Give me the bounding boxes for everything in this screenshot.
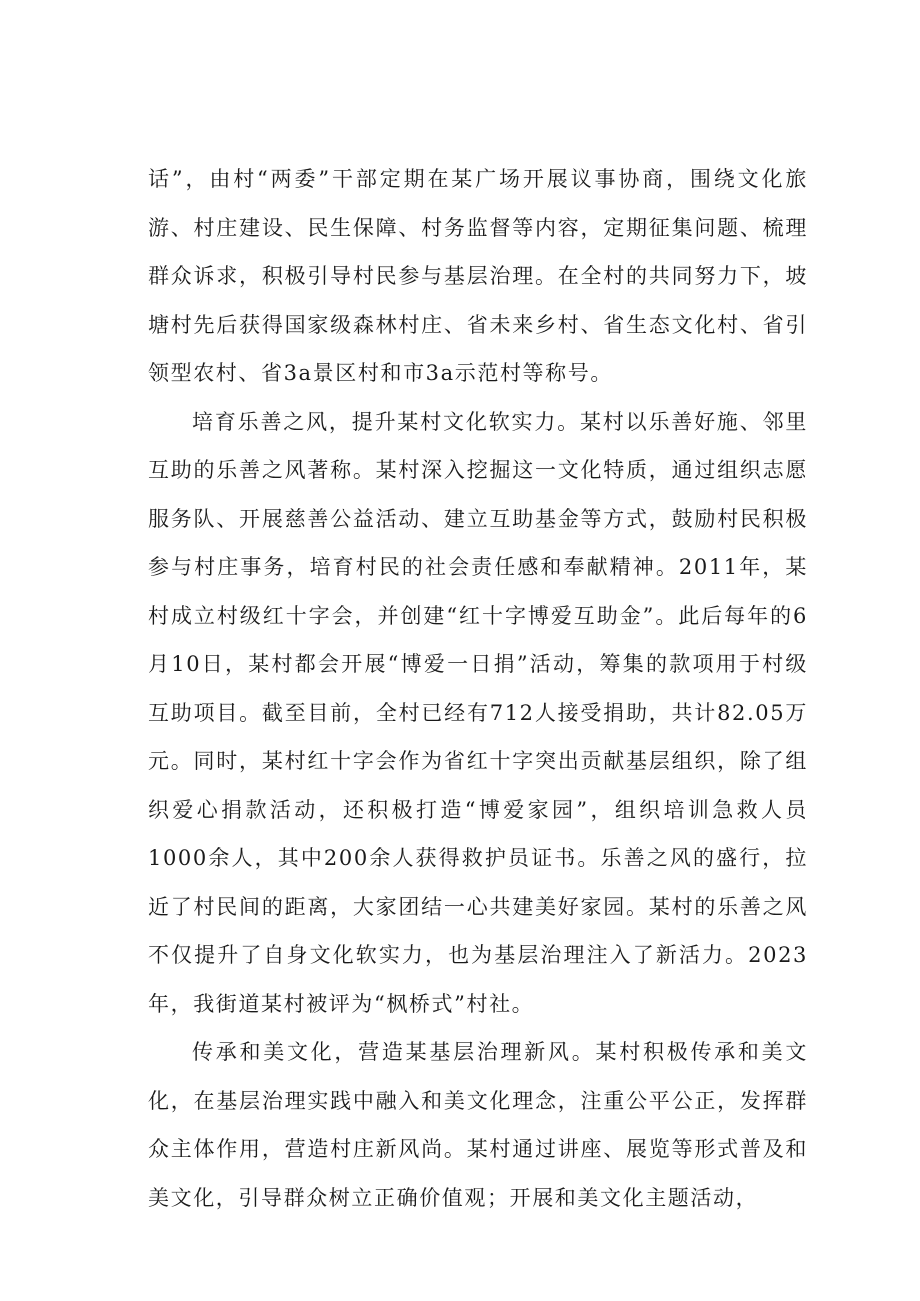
paragraph-charity-culture: 培育乐善之风，提升某村文化软实力。某村以乐善好施、邻里互助的乐善之风著称。某村深入挖掘这一文化特质，通过组织志愿服务队、开展慈善公益活动、建立互助基金等方式，鼓励村民积极参与村庄事务，培育村民的社会责任感和奉献精神。2011年，某村成立村级红十字会，并创建“红十字博爱互助金”。此后每年的6月10日，某村都会开展“博爱一日捐”活动，筹集的款项用于村级互助项目。截至目前，全村已经有712人接受捐助，共计82.05万元。同时，某村红十字会作为省红十字突出贡献基层组织，除了组织爱心捐款活动，还积极打造“博爱家园”，组织培训急救人员1000余人，其中200余人获得救护员证书。乐善之风的盛行，拉近了村民间的距离，大家团结一心共建美好家园。某村的乐善之风不仅提升了自身文化软实力，也为基层治理注入了新活力。2023年，我街道某村被评为“枫桥式”村社。 xyxy=(148,409,808,1016)
document-body xyxy=(148,155,808,1222)
paragraph-harmony-culture: 传承和美文化，营造某基层治理新风。某村积极传承和美文化，在基层治理实践中融入和美文化理念，注重公平公正，发挥群众主体作用，营造村庄新风尚。某村通过讲座、展览等形式普及和美文化，引导群众树立正确价值观；开展和美文化主题活动， xyxy=(148,1040,808,1210)
paragraph-continuation: 话”，由村“两委”干部定期在某广场开展议事协商，围绕文化旅游、村庄建设、民生保障、村务监督等内容，定期征集问题、梳理群众诉求，积极引导村民参与基层治理。在全村的共同努力下，坡塘村先后获得国家级森林村庄、省未来乡村、省生态文化村、省引领型农村、省3a景区村和市3a示范村等称号。 xyxy=(148,167,808,385)
